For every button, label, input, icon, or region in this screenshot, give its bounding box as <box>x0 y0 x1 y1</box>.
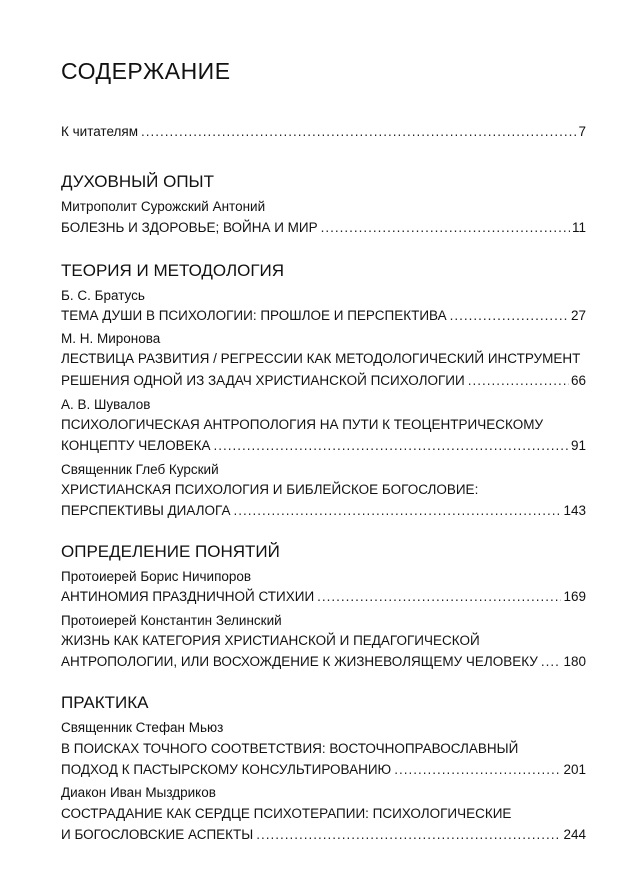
toc-entry[interactable] <box>61 654 586 674</box>
section-heading: ДУХОВНЫЙ ОПЫТ <box>61 172 214 191</box>
toc-page-number: 143 <box>563 503 586 518</box>
toc-page-number: 11 <box>571 220 586 235</box>
toc-entry-intro[interactable] <box>61 124 586 144</box>
toc-entry[interactable] <box>61 503 586 523</box>
toc-entry-title-line: ХРИСТИАНСКАЯ ПСИХОЛОГИЯ И БИБЛЕЙСКОЕ БОГОСЛОВИЕ: <box>61 482 479 497</box>
toc-entry-title: АНТИНОМИЯ ПРАЗДНИЧНОЙ СТИХИИ <box>61 589 315 604</box>
article-author: Священник Стефан Мьюз <box>61 720 224 735</box>
dot-leader <box>321 220 570 235</box>
article-author: Протоиерей Борис Ничипоров <box>61 569 252 584</box>
toc-page-number: 91 <box>570 438 586 453</box>
toc-entry-title: КОНЦЕПТУ ЧЕЛОВЕКА <box>61 438 211 453</box>
toc-page-number: 66 <box>570 373 586 388</box>
toc-page-number: 244 <box>563 827 586 842</box>
toc-entry-title-line: ЖИЗНЬ КАК КАТЕГОРИЯ ХРИСТИАНСКОЙ И ПЕДАГОГИЧЕСКОЙ <box>61 633 480 648</box>
toc-entry-title: АНТРОПОЛОГИИ, ИЛИ ВОСХОЖДЕНИЕ К ЖИЗНЕВОЛЯЩЕМУ ЧЕЛОВЕКУ <box>61 654 538 669</box>
dot-leader <box>213 438 568 453</box>
toc-entry-title: ТЕМА ДУШИ В ПСИХОЛОГИИ: ПРОШЛОЕ И ПЕРСПЕКТИВА <box>61 308 447 323</box>
toc-entry-title-line: ПСИХОЛОГИЧЕСКАЯ АНТРОПОЛОГИЯ НА ПУТИ К ТЕОЦЕНТРИЧЕСКОМУ <box>61 417 544 432</box>
toc-entry-title: ПЕРСПЕКТИВЫ ДИАЛОГА <box>61 503 231 518</box>
toc-entry-title: И БОГОСЛОВСКИЕ АСПЕКТЫ <box>61 827 254 842</box>
dot-leader <box>450 308 569 323</box>
article-author: М. Н. Миронова <box>61 331 161 346</box>
article-author: Священник Глеб Курский <box>61 462 219 477</box>
article-author: Протоиерей Константин Зелинский <box>61 613 282 628</box>
toc-entry-title: К читателям <box>61 124 138 139</box>
toc-page-number: 7 <box>578 124 586 139</box>
toc-page-number: 180 <box>563 654 586 669</box>
dot-leader <box>468 373 569 388</box>
toc-entry[interactable] <box>61 827 586 847</box>
toc-entry-title: ПОДХОД К ПАСТЫРСКОМУ КОНСУЛЬТИРОВАНИЮ <box>61 762 392 777</box>
toc-entry[interactable] <box>61 438 586 458</box>
toc-entry-title-line: ЛЕСТВИЦА РАЗВИТИЯ / РЕГРЕССИИ КАК МЕТОДОЛОГИЧЕСКИЙ ИНСТРУМЕНТ <box>61 351 581 366</box>
section-heading: ОПРЕДЕЛЕНИЕ ПОНЯТИЙ <box>61 542 280 561</box>
dot-leader <box>394 762 561 777</box>
page-title: СОДЕРЖАНИЕ <box>61 58 231 84</box>
dot-leader <box>233 503 561 518</box>
toc-page-number: 169 <box>563 589 586 604</box>
toc-entry[interactable] <box>61 589 586 609</box>
section-heading: ТЕОРИЯ И МЕТОДОЛОГИЯ <box>61 261 285 280</box>
dot-leader <box>541 654 562 669</box>
toc-entry-title: РЕШЕНИЯ ОДНОЙ ИЗ ЗАДАЧ ХРИСТИАНСКОЙ ПСИХОЛОГИИ <box>61 373 465 388</box>
toc-entry[interactable] <box>61 373 586 393</box>
toc-entry[interactable] <box>61 762 586 782</box>
dot-leader <box>256 827 561 842</box>
article-author: Митрополит Сурожский Антоний <box>61 199 266 214</box>
toc-page-number: 201 <box>563 762 586 777</box>
toc-entry-title: БОЛЕЗНЬ И ЗДОРОВЬЕ; ВОЙНА И МИР <box>61 220 318 235</box>
toc-entry[interactable] <box>61 220 586 240</box>
section-heading: ПРАКТИКА <box>61 693 149 712</box>
toc-entry-title-line: СОСТРАДАНИЕ КАК СЕРДЦЕ ПСИХОТЕРАПИИ: ПСИХОЛОГИЧЕСКИЕ <box>61 806 512 821</box>
dot-leader <box>317 589 561 604</box>
toc-entry-title-line: В ПОИСКАХ ТОЧНОГО СООТВЕТСТВИЯ: ВОСТОЧНОПРАВОСЛАВНЫЙ <box>61 741 519 756</box>
article-author: А. В. Шувалов <box>61 397 151 412</box>
dot-leader <box>141 124 576 139</box>
article-author: Диакон Иван Мыздриков <box>61 785 216 800</box>
article-author: Б. С. Братусь <box>61 288 145 303</box>
toc-entry[interactable] <box>61 308 586 328</box>
toc-page-number: 27 <box>570 308 586 323</box>
